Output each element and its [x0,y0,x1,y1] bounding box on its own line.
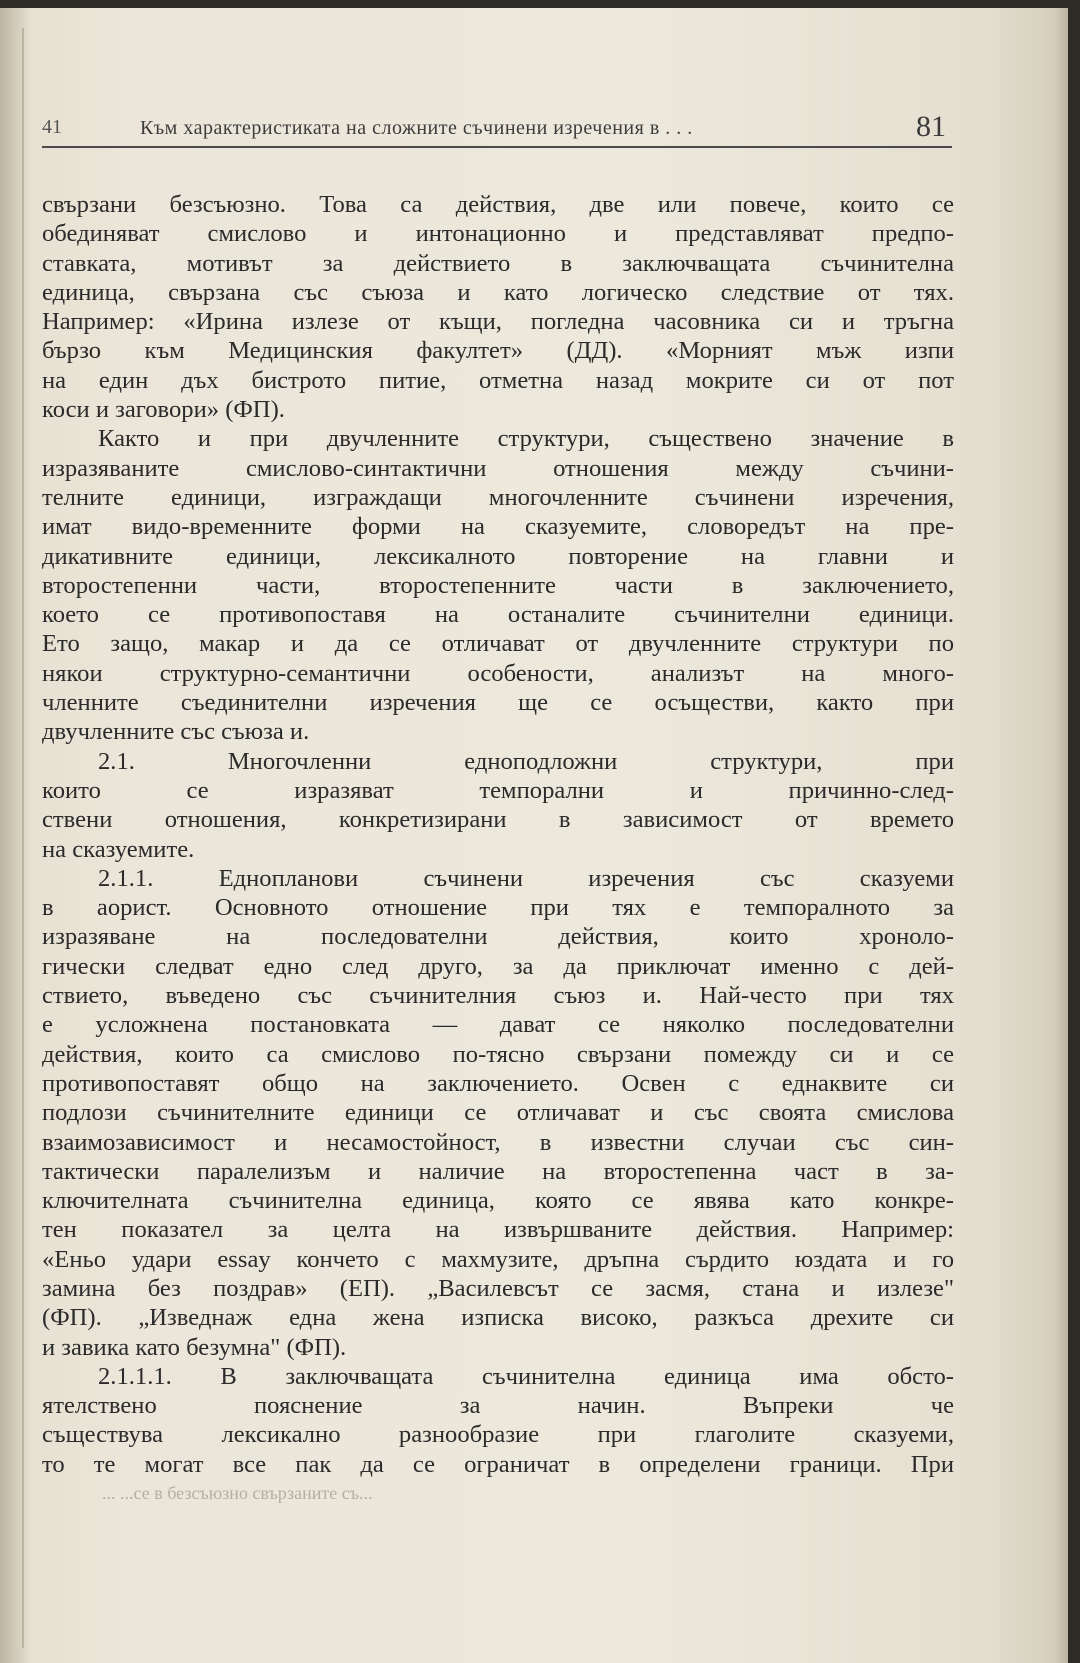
text-line: ствието, въведено със съчинителния съюз и. Най-често при тях [42,982,954,1010]
text-line: гически следват едно след друго, за да приключат именно с дей- [42,952,954,980]
paragraph-first-line: Както и при двучленните структури, съществено значение в [98,425,954,453]
text-line: «Еньо удари essay кончето с махмузите, дръпна сърдито юздата и го [42,1245,954,1273]
text-line: (ФП). „Изведнаж една жена изписка високо, разкъса дрехите си [42,1304,954,1332]
text-line: тен показател за целта на извършваните действия. Например: [42,1216,954,1244]
text-line: телните единици, изграждащи многочленните съчинени изречения, [42,483,954,511]
book-page [0,8,1068,1663]
text-line: имат видо-временните форми на сказуемите, словоредът на пре- [42,513,954,541]
text-line: коси и заговори» (ФП). [42,396,285,424]
text-line: някои структурно-семантични особености, анализът на многo- [42,659,954,687]
text-line: съществува лексикално разнообразие при глаголите сказуеми, [42,1421,954,1449]
text-line: противопоставят общо на заключението. Освен с еднаквите си [42,1069,954,1097]
text-line: бързо към Медицинския факултет» (ДД). «Морният мъж изпи [42,337,954,365]
text-line: единица, свързана със съюза и като логическо следствие от тях. [42,278,954,306]
text-line: взаимозависимост и несамостойност, в известни случаи със син- [42,1128,954,1156]
text-line: е усложнена постановката — дават се няколко последователни [42,1011,954,1039]
page-right-edge [1054,8,1068,1663]
text-line: тактически паралелизъм и наличие на второстепенна част в за- [42,1157,954,1185]
section-heading-2-1-1-1: 2.1.1.1. В заключващата съчинителна единица има обсто- [98,1362,954,1390]
text-line: свързани безсъюзно. Това са действия, две или повече, които се [42,191,954,218]
running-title: Към характеристиката на сложните съчинени изречения в . . . [140,117,693,139]
page-spine-shadow [0,8,30,1663]
page-edge-line [22,28,24,1648]
text-line: подлози съчинителните единици се отличават и със своята смислова [42,1099,954,1127]
text-line: ствени отношения, конкретизирани в зависимост от времето [42,806,954,834]
text-line: замина без поздрав» (ЕП). „Василевсът се засмя, стана и излезе" [42,1274,954,1302]
text-line: то те могат все пак да се ограничат в определени граници. При [42,1450,954,1478]
text-line: изразяваните смислово-синтактични отношения между съчини- [42,454,954,482]
text-line: членните съединителни изречения ще се осъществи, както при [42,689,954,717]
text-line: действия, които са смислово по-тясно свързани помежду си и се [42,1040,954,1068]
text-line: и завика като безумна" (ФП). [42,1333,347,1361]
text-line: дикативните единици, лексикалното повторение на главни и [42,542,954,570]
header-left-number: 41 [42,116,62,138]
cut-off-line: ... ...се в безсъюзно свързаните съ... [102,1483,373,1504]
text-line: ятелствено пояснение за начин. Въпреки че [42,1392,954,1420]
text-line: в аорист. Основното отношение при тях е темпоралното за [42,894,954,922]
running-header [42,106,952,148]
text-line: на сказуемите. [42,835,195,863]
section-heading-2-1-1: 2.1.1. Еднопланови съчинени изречения със сказуеми [98,864,954,892]
text-line: обединяват смислово и интонационно и представляват предпо- [42,220,954,248]
body-text [42,190,954,1508]
text-line: на един дъх бистрото питие, отметна назад мокрите си от пот [42,366,954,394]
text-line: което се противопоставя на останалите съчинителни единици. [42,601,954,629]
text-line: Ето защо, макар и да се отличават от двучленните структури по [42,630,954,658]
text-line: изразяване на последователни действия, които хроноло- [42,923,954,951]
text-line: ключителната съчинителна единица, която се явява като конкре- [42,1187,954,1215]
text-line: които се изразяват темпорални и причинно-след- [42,776,954,804]
page-number: 81 [916,110,946,143]
section-heading-2-1: 2.1. Многочленни еднoподложни структури, при [98,747,954,775]
text-line: второстепенни части, второстепенните части в заключението, [42,571,954,599]
text-line: двучленните със съюза и. [42,718,310,746]
text-line: Например: «Ирина излезе от къщи, погледна часовника си и тръгна [42,308,954,336]
text-line: ставката, мотивът за действието в заключващата съчинителна [42,249,954,277]
